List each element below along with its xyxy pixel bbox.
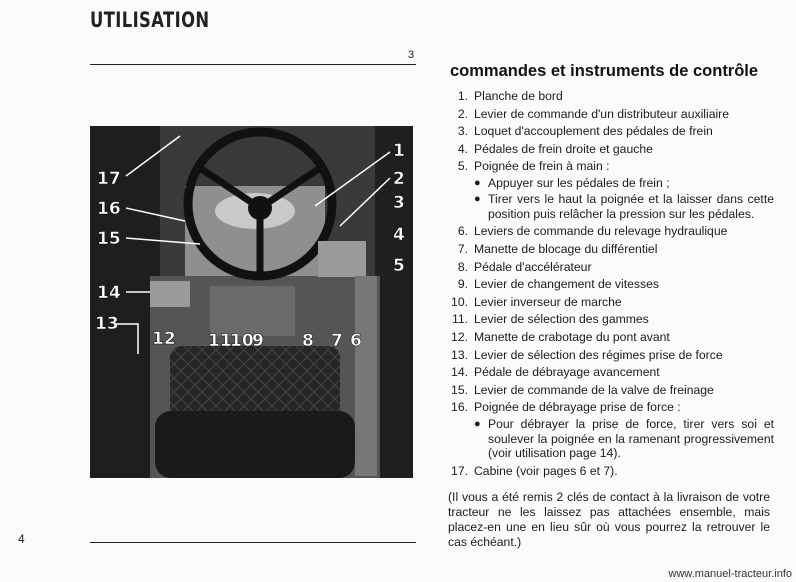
control-item [448,294,774,312]
control-item-number: 11. [451,312,468,327]
control-item [448,158,774,221]
control-item [448,241,774,259]
photo-label-11: 11 [208,331,232,351]
control-sub-item [474,192,774,221]
header-title: UTILISATION [90,8,210,32]
control-item-text: Levier de changement de vitesses [474,277,659,292]
control-item [448,463,774,481]
control-item-text: Planche de bord [474,89,563,103]
control-sub-item-text: Tirer vers le haut la poignée et la laisser dans cette position puis relâcher la pression sur les pédales. [488,192,774,221]
control-item [448,141,774,159]
photo-illustration [90,126,413,478]
control-item-number: 13. [451,347,468,362]
control-item-number: 2. [457,106,468,121]
photo-label-9: 9 [252,331,264,351]
control-item-number: 17. [451,463,468,478]
control-item-text: Cabine (voir pages 6 et 7). [474,463,618,478]
controls-list [448,88,774,480]
note-paragraph: (Il vous a été remis 2 clés de contact à la livraison de votre tracteur ne les laissez pas attachées ensemble, mais placez-en une en lieu sûr où vous pourrez la retrouver le cas échéant.) [448,490,770,549]
control-sub-item-text: Appuyer sur les pédales de frein ; [488,175,670,190]
control-item-text: Levier de sélection des gammes [474,312,649,327]
control-item [448,123,774,141]
control-item-number: 8. [457,259,468,274]
photo-label-15: 15 [97,229,121,249]
control-item [448,259,774,277]
control-item-text: Poignée de frein à main : [474,159,610,174]
photo-label-2: 2 [393,169,405,189]
control-item-number: 1. [457,89,468,103]
page-number: 4 [18,532,25,546]
photo-label-8: 8 [302,331,314,351]
tractor-cab-photo [90,126,413,478]
control-item [448,329,774,347]
photo-label-13: 13 [95,314,119,334]
control-item-number: 16. [451,400,468,415]
section-title: commandes et instruments de contrôle [450,62,759,80]
control-item-text: Manette de blocage du différentiel [474,242,658,257]
brake-pedals [318,241,366,277]
control-sub-item-text: Pour débrayer la prise de force, tirer vers soi et soulever la poignée en la ramenant progressivement (voir utilisation page 14). [488,417,774,460]
control-item-text: Levier de commande de la valve de freinage [474,382,714,397]
photo-label-14: 14 [97,283,121,303]
control-item-text: Pédale d'accélérateur [474,259,592,274]
control-item-number: 10. [451,294,468,309]
control-item-text: Leviers de commande du relevage hydraulique [474,224,728,239]
control-item [448,399,774,460]
control-item [448,88,774,106]
control-item [448,382,774,400]
top-rule [90,64,416,65]
bullet-icon: ● [474,176,481,189]
control-item [448,364,774,382]
seat-cushion [155,411,355,478]
photo-label-7: 7 [331,331,343,351]
control-item-text: Loquet d'accouplement des pédales de frein [474,124,713,139]
bullet-icon: ● [474,418,481,430]
control-item-number: 12. [451,330,468,345]
bottom-rule [90,542,416,543]
control-item-number: 15. [451,382,468,397]
control-item-number: 5. [457,159,468,174]
control-item-text: Pédales de frein droite et gauche [474,141,653,156]
control-item-text: Levier de commande d'un distributeur auxiliaire [474,106,730,121]
gear-levers [210,286,295,336]
control-item-number: 14. [451,365,468,380]
photo-label-17: 17 [97,169,121,189]
photo-label-16: 16 [97,199,121,219]
clutch-pedal [150,281,190,307]
bullet-icon: ● [474,193,481,206]
control-item [448,276,774,294]
control-sub-item [474,417,774,461]
control-item-text: Levier inverseur de marche [474,294,622,309]
control-item-number: 4. [457,141,468,156]
photo-label-5: 5 [393,256,405,276]
section-number: 3 [408,49,415,61]
control-item [448,311,774,329]
control-item [448,223,774,241]
control-item-text: Pédale de débrayage avancement [474,365,660,380]
control-item-number: 6. [457,224,468,239]
control-item-text: Manette de crabotage du pont avant [474,330,670,345]
photo-label-6: 6 [350,331,362,351]
control-item-number: 9. [457,277,468,292]
right-levers [355,276,377,476]
control-item [448,347,774,365]
photo-label-4: 4 [393,225,405,245]
control-item-text: Levier de sélection des régimes prise de force [474,347,723,362]
photo-label-3: 3 [393,193,405,213]
photo-label-12: 12 [152,329,176,349]
control-item-text: Poignée de débrayage prise de force : [474,400,681,415]
watermark: www.manuel-tracteur.info [668,568,792,580]
control-sub-list [474,417,774,461]
control-sub-list [474,176,774,222]
control-item-number: 3. [457,124,468,139]
photo-label-10: 10 [230,331,254,351]
control-item-number: 7. [457,242,468,257]
control-item [448,106,774,124]
control-sub-item [474,176,774,191]
photo-label-1: 1 [393,141,405,161]
